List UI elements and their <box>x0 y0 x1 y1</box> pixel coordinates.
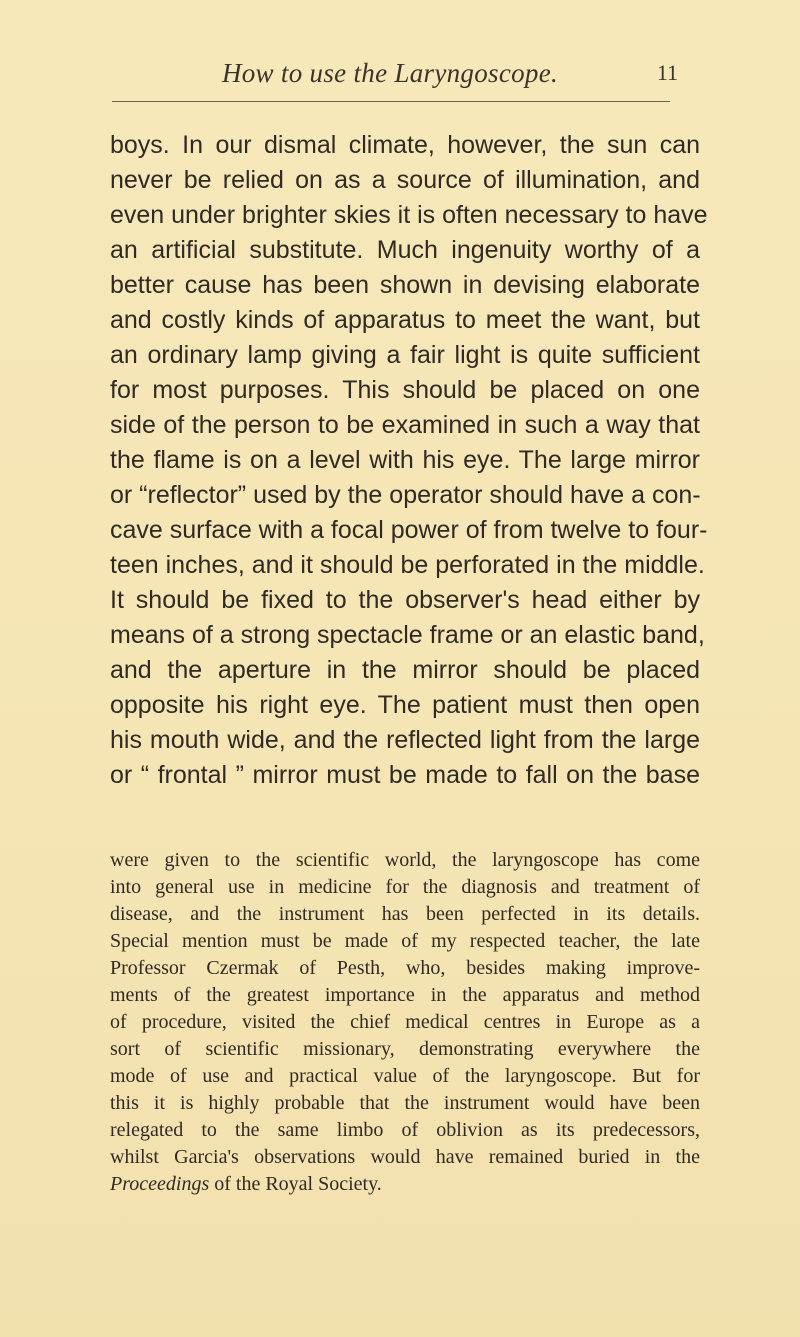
text-line: better cause has been shown in devising elaborate <box>110 271 700 299</box>
footnote-line: this it is highly probable that the instrument would have been <box>110 1092 700 1114</box>
text-line: even under brighter skies it is often necessary to have <box>110 201 708 229</box>
running-title: How to use the Laryngoscope. <box>221 58 559 88</box>
text-line: teen inches, and it should be perforated in the middle. <box>110 551 705 579</box>
footnote-line: sort of scientific missionary, demonstrating everywhere the <box>110 1038 700 1060</box>
page-header <box>110 58 678 98</box>
text-line: for most purposes. This should be placed on one <box>110 376 700 404</box>
text-line: an artificial substitute. Much ingenuity worthy of a <box>110 236 700 264</box>
footnote-line: into general use in medicine for the diagnosis and treatment of <box>110 876 700 898</box>
text-line: never be relied on as a source of illumination, and <box>110 166 700 194</box>
text-line: and the aperture in the mirror should be placed <box>110 656 700 684</box>
footnote-line: relegated to the same limbo of oblivion as its predecessors, <box>110 1119 700 1141</box>
text-line: opposite his right eye. The patient must then open <box>110 691 700 719</box>
footnote <box>110 847 700 1198</box>
footnote-line: ments of the greatest importance in the apparatus and method <box>110 984 700 1006</box>
footnote-line: Professor Czermak of Pesth, who, besides making improve- <box>110 957 700 979</box>
text-line: It should be fixed to the observer's head either by <box>110 586 700 614</box>
text-line: side of the person to be examined in such a way that <box>110 411 700 439</box>
footnote-line: disease, and the instrument has been perfected in its details. <box>110 903 700 925</box>
text-line: his mouth wide, and the reflected light from the large <box>110 726 700 754</box>
text-line: or “ frontal ” mirror must be made to fall on the base <box>110 761 700 789</box>
footnote-line: mode of use and practical value of the laryngoscope. But for <box>110 1065 700 1087</box>
footnote-line: of procedure, visited the chief medical centres in Europe as a <box>110 1011 700 1033</box>
footnote-line: Special mention must be made of my respected teacher, the late <box>110 930 700 952</box>
text-line: cave surface with a focal power of from twelve to four- <box>110 516 708 544</box>
page-number: 11 <box>656 60 678 85</box>
footnote-last-line <box>110 1171 700 1198</box>
text-line: the flame is on a level with his eye. The large mirror <box>110 446 700 474</box>
footnote-line: were given to the scientific world, the laryngoscope has come <box>110 849 700 871</box>
proceedings-title: Proceedings <box>110 1173 210 1195</box>
text-line: and costly kinds of apparatus to meet the want, but <box>110 306 700 334</box>
text-line: boys. In our dismal climate, however, the sun can <box>110 131 700 159</box>
text-line: an ordinary lamp giving a fair light is quite sufficient <box>110 341 700 369</box>
header-rule <box>112 101 670 102</box>
footnote-line: whilst Garcia's observations would have remained buried in the <box>110 1146 700 1168</box>
footnote-line-end: of the Royal Society. <box>209 1173 382 1195</box>
text-line: or “reflector” used by the operator should have a con- <box>110 481 701 509</box>
text-line: means of a strong spectacle frame or an elastic band, <box>110 621 705 649</box>
main-text <box>110 128 708 793</box>
